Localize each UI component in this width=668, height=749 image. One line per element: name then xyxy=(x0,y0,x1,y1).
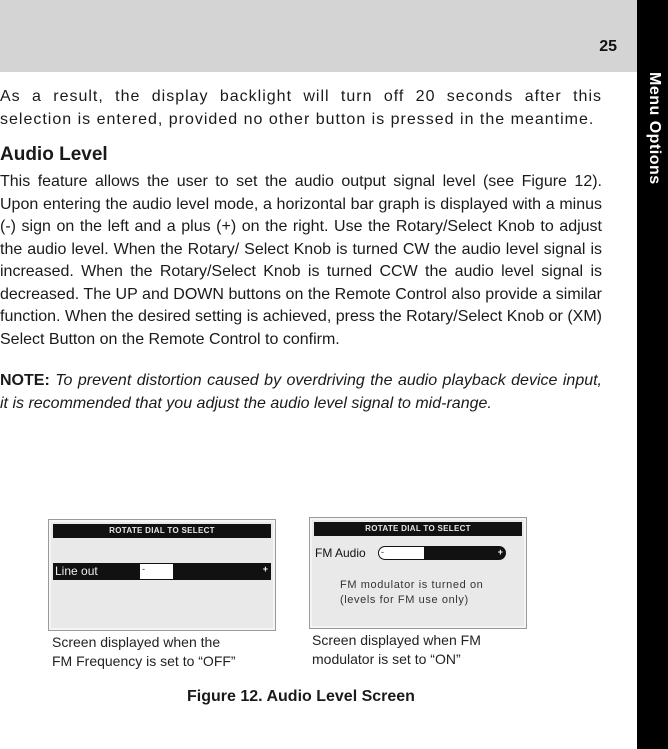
intro-paragraph: As a result, the display backlight will turn off 20 seconds after this selection is entered, provided no other button is pressed in the meantime. xyxy=(0,88,602,128)
screen-line-out xyxy=(48,519,276,631)
screen-row-label: Line out xyxy=(53,563,141,580)
note-paragraph xyxy=(0,370,602,415)
minus-sign: - xyxy=(381,547,384,557)
screen-title: ROTATE DIAL TO SELECT xyxy=(53,524,271,538)
page-number: 25 xyxy=(599,38,617,55)
fm-modulator-message: FM modulator is turned on xyxy=(340,579,484,591)
caption-line: FM Frequency is set to “OFF” xyxy=(52,653,236,669)
plus-sign: + xyxy=(262,564,268,574)
audio-level-meter xyxy=(378,546,506,560)
screen-fm-audio xyxy=(309,517,527,629)
caption-screen-1 xyxy=(52,633,236,671)
header-band xyxy=(0,0,637,72)
figure-caption: Figure 12. Audio Level Screen xyxy=(187,688,415,705)
screen-title: ROTATE DIAL TO SELECT xyxy=(314,522,522,536)
section-heading: Audio Level xyxy=(0,144,108,165)
plus-sign: + xyxy=(497,547,503,557)
caption-line: Screen displayed when FM xyxy=(312,632,481,648)
caption-line: Screen displayed when the xyxy=(52,634,221,650)
audio-level-meter xyxy=(139,563,271,580)
screen-row-label: FM Audio xyxy=(315,546,366,560)
minus-sign: - xyxy=(142,564,145,574)
main-content xyxy=(0,86,602,415)
section-body: This feature allows the user to set the audio output signal level (see Figure 12). Upon entering the audio level mode, a horizontal bar graph is displayed with a minus (-) sign on the left and a plus (+) on the right. Use the Rotary/Select Knob to adjust the audio level. When the Rotary/ Select Knob is turned CW the audio level signal is increased. When the Rotary/Select Knob is turned CCW the audio level signal is decreased. The UP and DOWN buttons on the Remote Control also provide a similar function. When the desired setting is achieved, press the Rotary/Select Knob or (XM) Select Button on the Remote Control to confirm. xyxy=(0,173,602,348)
note-text: To prevent distortion caused by overdriving the audio playback device input, it is recommended that you adjust the audio level signal to mid-range. xyxy=(0,372,603,412)
side-tab-label: Menu Options xyxy=(646,72,663,185)
caption-screen-2 xyxy=(312,631,481,669)
note-label: NOTE: xyxy=(0,372,50,389)
side-tab xyxy=(637,0,668,749)
caption-line: modulator is set to “ON” xyxy=(312,651,461,667)
fm-levels-message: (levels for FM use only) xyxy=(340,594,469,606)
audio-level-fill xyxy=(379,547,424,559)
